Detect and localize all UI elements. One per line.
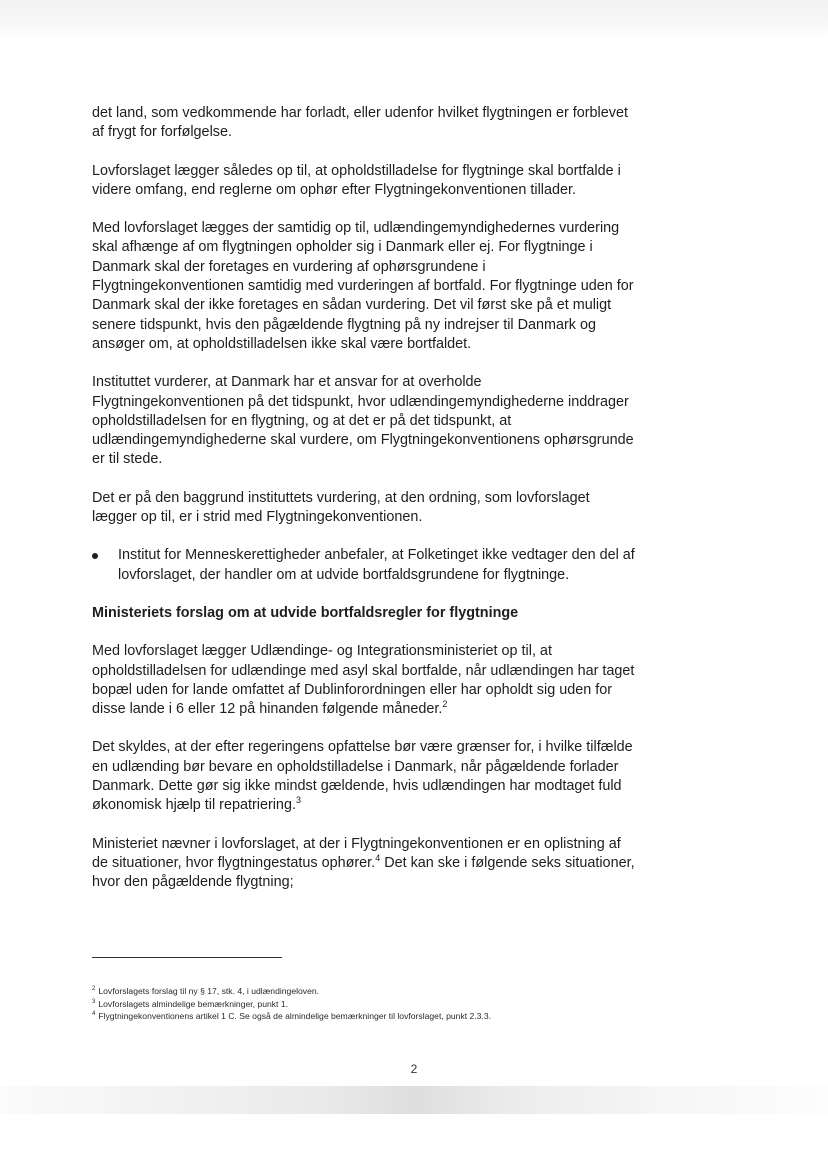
footnote-divider [92, 957, 282, 958]
paragraph: det land, som vedkommende har forladt, eller udenfor hvilket flygtningen er forblevet af frygt for forfølgelse. [92, 105, 628, 141]
footnote [92, 998, 692, 1011]
footnote-text: Lovforslagets forslag til ny § 17, stk. 4, i udlændingeloven. [98, 986, 320, 996]
scan-shadow-top [0, 0, 828, 38]
paragraph [92, 642, 637, 719]
footnote-ref[interactable]: 4 [375, 853, 381, 864]
scan-shadow-bottom [0, 1086, 828, 1114]
paragraph: Det er på den baggrund instituttets vurdering, at den ordning, som lovforslaget lægger op til, er i strid med Flygtningekonventionen. [92, 489, 590, 526]
footnote-number: 4 [92, 1011, 96, 1018]
paragraph-text: Det kan ske i følgende seks situationer, hvor den pågældende flygtning; [92, 854, 635, 891]
paragraph: Instituttet vurderer, at Danmark har et ansvar for at overholde Flygtningekonventionen på det tidspunkt, hvor udlændingemyndighederne inddrager opholdstilladelsen for en flygtning, og at det er på det tidspunkt, at udlændingemyndighederne skal vurdere, om Flygtningekonventionens ophørsgrunde er til stede. [92, 374, 634, 468]
paragraph-text: Det skyldes, at der efter regeringens opfattelse bør være grænser for, i hvilke tilfælde en udlænding bør bevare en opholdstilladelse i Danmark, når pågældende forlader Danmark. Dette gør sig ikke mindst gældende, hvis udlændingen har modtaget fuld økonomisk hjælp til repatriering. [92, 739, 633, 814]
recommendation-bullet [92, 546, 637, 585]
bullet-text: Institut for Menneskerettigheder anbefaler, at Folketinget ikke vedtager den del af lovforslaget, der handler om at udvide bortfaldsgrundene for flygtninge. [118, 547, 635, 583]
bullet-dot-icon [92, 553, 98, 559]
section-heading: Ministeriets forslag om at udvide bortfaldsregler for flygtninge [92, 604, 519, 621]
footnote-text: Flygtningekonventionens artikel 1 C. Se også de almindelige bemærkninger til lovforslaget, punkt 2.3.3. [98, 1011, 492, 1021]
paragraph: Med lovforslaget lægges der samtidig op til, udlændingemyndighedernes vurdering skal afhænge af om flygtningen opholder sig i Danmark eller ej. For flygtninge i Danmark skal der foretages en vurdering af ophørsgrundene i Flygtningekonventionen samtidig med vurderingen af bortfald. For flygtninge uden for Danmark skal der ikke foretages en sådan vurdering. Det vil først ske på et muligt senere tidspunkt, hvis den pågældende flygtning på ny indrejser til Danmark og ansøger om, at opholdstilladelsen ikke skal være bortfaldet. [92, 220, 634, 352]
paragraph [92, 738, 637, 815]
footnote-number: 3 [92, 998, 96, 1005]
footnote [92, 985, 692, 998]
footnote-text: Lovforslagets almindelige bemærkninger, punkt 1. [98, 998, 288, 1009]
document-body [92, 104, 637, 912]
footnote-number: 2 [92, 986, 96, 993]
paragraph-text: Ministeriet nævner i lovforslaget, at der i Flygtningekonventionen er en oplistning af de situationer, hvor flygtningestatus ophører. [92, 835, 621, 871]
page-number: 2 [410, 1062, 418, 1076]
footnote [92, 1010, 692, 1023]
footnotes [92, 985, 692, 1023]
paragraph [92, 835, 637, 893]
paragraph-text: Med lovforslaget lægger Udlændinge- og Integrationsministeriet op til, at opholdstilladelsen for udlændinge med asyl skal bortfalde, når udlændingen har taget bopæl uden for lande omfattet af Dublinforordningen eller har opholdt sig uden for disse lande i 6 eller 12 på hinanden følgende måneder. [92, 643, 635, 718]
paragraph: Lovforslaget lægger således op til, at opholdstilladelse for flygtninge skal bortfalde i videre omfang, end reglerne om ophør efter Flygtningekonventionen tillader. [92, 162, 621, 198]
footnote-ref[interactable]: 3 [295, 795, 301, 806]
footnote-ref[interactable]: 2 [442, 699, 448, 710]
